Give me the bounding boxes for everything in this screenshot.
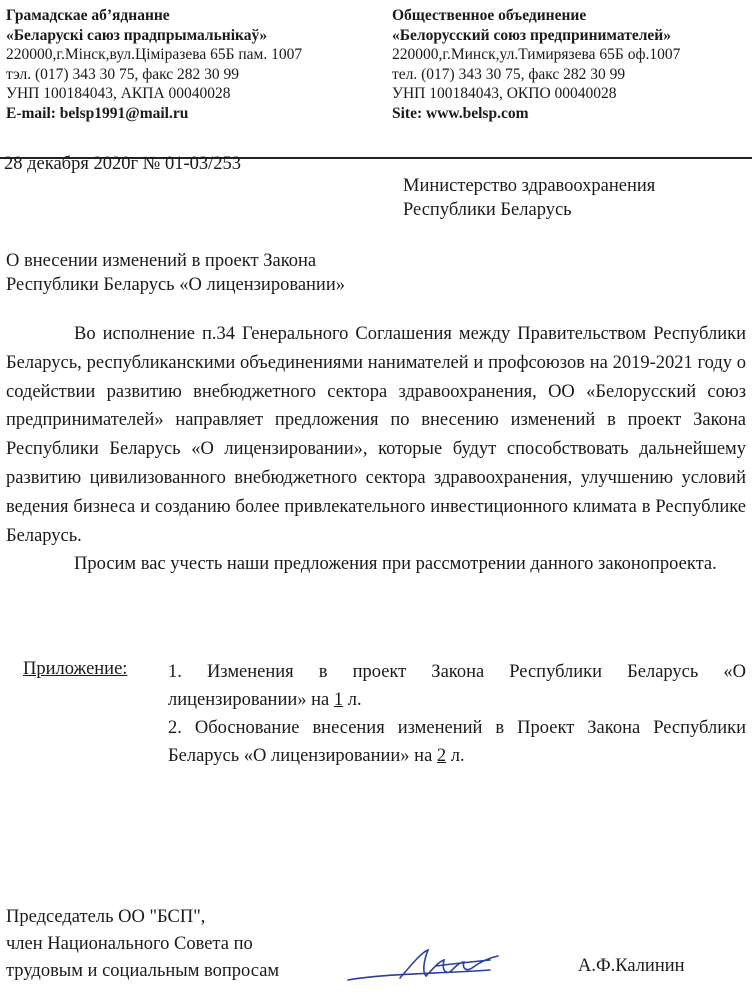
header-right-block — [392, 6, 752, 123]
attachment-item-2-pages: 2 — [436, 746, 447, 766]
addressee-line2: Республики Беларусь — [403, 200, 572, 220]
subject-line2: Республики Беларусь «О лицензировании» — [6, 275, 345, 295]
addressee-block — [403, 174, 655, 222]
header-left-phone: тэл. (017) 343 30 75, факс 282 30 99 — [6, 65, 240, 83]
outgoing-date-number: 28 декабря 2020г № 01-03/253 — [4, 154, 242, 174]
letter-body — [6, 320, 746, 579]
body-paragraph-1: Во исполнение п.34 Генерального Соглашения между Правительством Республики Беларусь, республиканскими объединениями нанимателей и профсоюзов на 2019-2021 году о содействии развитию внебюджетного сектора здравоохранения, ОО «Белорусский союз предпринимателей» направляет предложения по внесению изменений в проект Закона Республики Беларусь «О лицензировании», которые будут способствовать дальнейшему развитию цивилизованного внебюджетного сектора здравоохранения, улучшению условий ведения бизнеса и созданию более привлекательного инвестиционного климата в Республике Беларусь. — [6, 324, 746, 546]
body-paragraph-2: Просим вас учесть наши предложения при рассмотрении данного законопроекта. — [74, 554, 717, 575]
header-left-title-line2: «Беларускі саюз прадпрымальнікаў» — [6, 26, 268, 44]
subject-line1: О внесении изменений в проект Закона — [6, 251, 317, 271]
header-right-site: Site: www.belsp.com — [392, 104, 529, 122]
subject-block — [6, 249, 345, 297]
attachment-item-1-suffix: л. — [347, 690, 362, 710]
attachment-item-1-pages: 1 — [333, 690, 344, 710]
header-right-address: 220000,г.Минск,ул.Тимирязева 65Б оф.1007 — [392, 46, 681, 63]
header-right-title-line1: Общественное объединение — [392, 7, 587, 24]
attachment-item-2-suffix: л. — [450, 746, 465, 766]
header-right-phone: тел. (017) 343 30 75, факс 282 30 99 — [392, 65, 626, 83]
attachment-item-1 — [168, 658, 746, 714]
attachments-list — [168, 658, 746, 770]
attachment-item-2-text: 2. Обоснование внесения изменений в Проект Закона Республики Беларусь «О лицензировании» на — [168, 718, 746, 766]
header-left-address: 220000,г.Мінск,вул.Ціміразева 65Б пам. 1007 — [6, 46, 303, 63]
header-left-email: E-mail: belsp1991@mail.ru — [6, 104, 189, 122]
header-left-ids: УНП 100184043, АКПА 00040028 — [6, 85, 231, 102]
header-right-ids: УНП 100184043, ОКПО 00040028 — [392, 85, 617, 102]
header-left-title-line1: Грамадскае аб’яднанне — [6, 7, 170, 24]
signer-title-line1: Председатель ОО "БСП", — [6, 907, 206, 927]
attachments-label: Приложение: — [23, 659, 128, 679]
signer-title-line3: трудовым и социальным вопросам — [6, 961, 280, 981]
attachment-item-1-text: 1. Изменения в проект Закона Республики Беларусь «О лицензировании» на — [168, 662, 746, 710]
header-right-title-line2: «Белорусский союз предпринимателей» — [392, 26, 671, 44]
handwritten-signature — [340, 944, 540, 988]
header-left-block — [6, 6, 376, 123]
signer-title-line2: член Национального Совета по — [6, 934, 253, 954]
addressee-line1: Министерство здравоохранения — [403, 176, 656, 196]
signer-name: А.Ф.Калинин — [578, 956, 685, 976]
attachment-item-2 — [168, 714, 746, 770]
signer-title-block — [6, 904, 279, 985]
